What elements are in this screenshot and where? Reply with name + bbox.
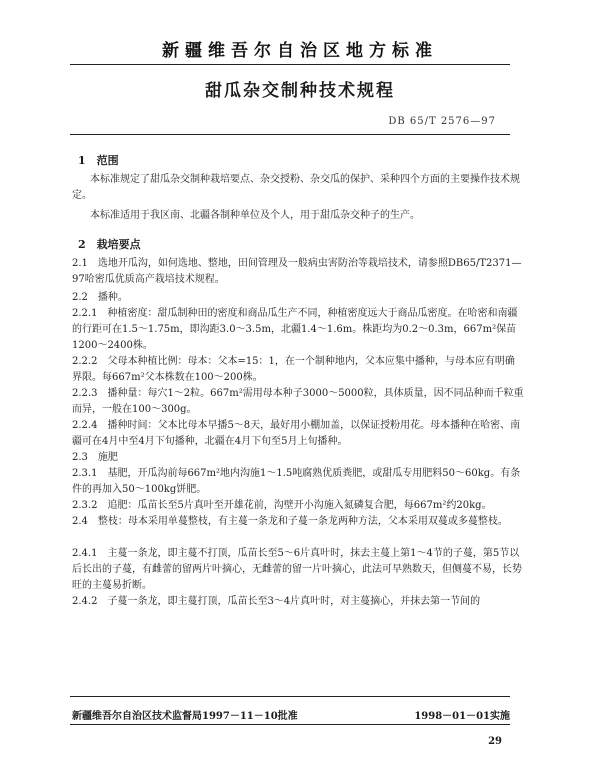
clause-2-2-3: 2.2.3 播种量：每穴1～2粒。667m²需用母本种子3000～5000粒，具体质量，因不同品种而千粒重而异，一般在100～300g。 bbox=[72, 388, 524, 415]
standard-header: 新疆维吾尔自治区地方标准 bbox=[162, 41, 438, 61]
approval-note: 新疆维吾尔自治区技术监督局1997－11－10批准 bbox=[72, 711, 298, 722]
section-heading-scope: 1 范围 bbox=[78, 154, 119, 167]
clause-2-2: 2.2 播种。 bbox=[72, 292, 128, 303]
clause-2-3: 2.3 施肥 bbox=[72, 452, 118, 463]
paragraph-scope-1: 本标准规定了甜瓜杂交制种栽培要点、杂交授粉、杂交瓜的保护、采种四个方面的主要操作技术规定。 bbox=[72, 174, 520, 201]
clause-2-1: 2.1 选地开瓜沟，如何选地、整地，田间管理及一般病虫害防治等栽培技术，请参照DB65/T2371—97哈密瓜优质高产栽培技术规程。 bbox=[72, 258, 522, 285]
footer-bottom-rule bbox=[70, 724, 510, 725]
clause-2-2-1: 2.2.1 种植密度：甜瓜制种田的密度和商品瓜生产不同，种植密度远大于商品瓜密度。在哈密和南疆的行距可在1.5～1.75m，即沟距3.0～3.5m，北疆1.4～1.6m。株距均为0.2～0.3m，667m²保苗1200～2400株。 bbox=[72, 308, 518, 351]
clause-2-2-2: 2.2.2 父母本种植比例：母本：父本=15：1，在一个制种地内，父本应集中播种，与母本应有明确界限。每667m²父本株数在100～200株。 bbox=[72, 356, 515, 383]
section-heading-cultivation: 2 栽培要点 bbox=[78, 238, 141, 251]
effective-date: 1998－01－01实施 bbox=[414, 711, 510, 722]
title-rule bbox=[70, 134, 510, 135]
clause-2-4: 2.4 整枝：母本采用单蔓整枝，有主蔓一条龙和子蔓一条龙两种方法，父本采用双蔓或多蔓整枝。 bbox=[72, 516, 508, 527]
header-rule bbox=[70, 64, 510, 65]
standard-code: DB 65/T 2576—97 bbox=[388, 116, 496, 127]
footer-rule bbox=[70, 696, 510, 697]
clause-2-2-4: 2.2.4 播种时间：父本比母本早播5～8天，最好用小棚加盖，以保证授粉用花。母本播种在哈密、南疆可在4月中至4月下旬播种，北疆在4月下旬至5月上旬播种。 bbox=[72, 420, 521, 447]
clause-2-3-2: 2.3.2 追肥：瓜苗长至5片真叶至开雄花前，沟壁开小沟施入氮磷复合肥，每667m²约20kg。 bbox=[72, 500, 492, 511]
paragraph-scope-2: 本标准适用于我区南、北疆各制种单位及个人，用于甜瓜杂交种子的生产。 bbox=[90, 210, 420, 221]
clause-2-3-1: 2.3.1 基肥，开瓜沟前每667m²地内沟施1～1.5吨腐熟优质粪肥，或甜瓜专用肥料50～60kg。有条件的再加入50～100kg饼肥。 bbox=[72, 468, 521, 495]
document-title: 甜瓜杂交制种技术规程 bbox=[205, 81, 395, 101]
clause-2-4-2: 2.4.2 子蔓一条龙，即主蔓打顶，瓜苗长至3～4片真叶时，对主蔓摘心，并抹去第一节间的 bbox=[72, 596, 481, 607]
page-number: 29 bbox=[488, 736, 502, 747]
clause-2-4-1: 2.4.1 主蔓一条龙，即主蔓不打顶，瓜苗长至5～6片真叶时，抹去主蔓上第1～4节的子蔓，第5节以后长出的子蔓，有雌蕾的留两片叶摘心，无雌蕾的留一片叶摘心，此法可早熟数天，但侧蔓不易，长势旺的主蔓易折断。 bbox=[72, 548, 522, 591]
